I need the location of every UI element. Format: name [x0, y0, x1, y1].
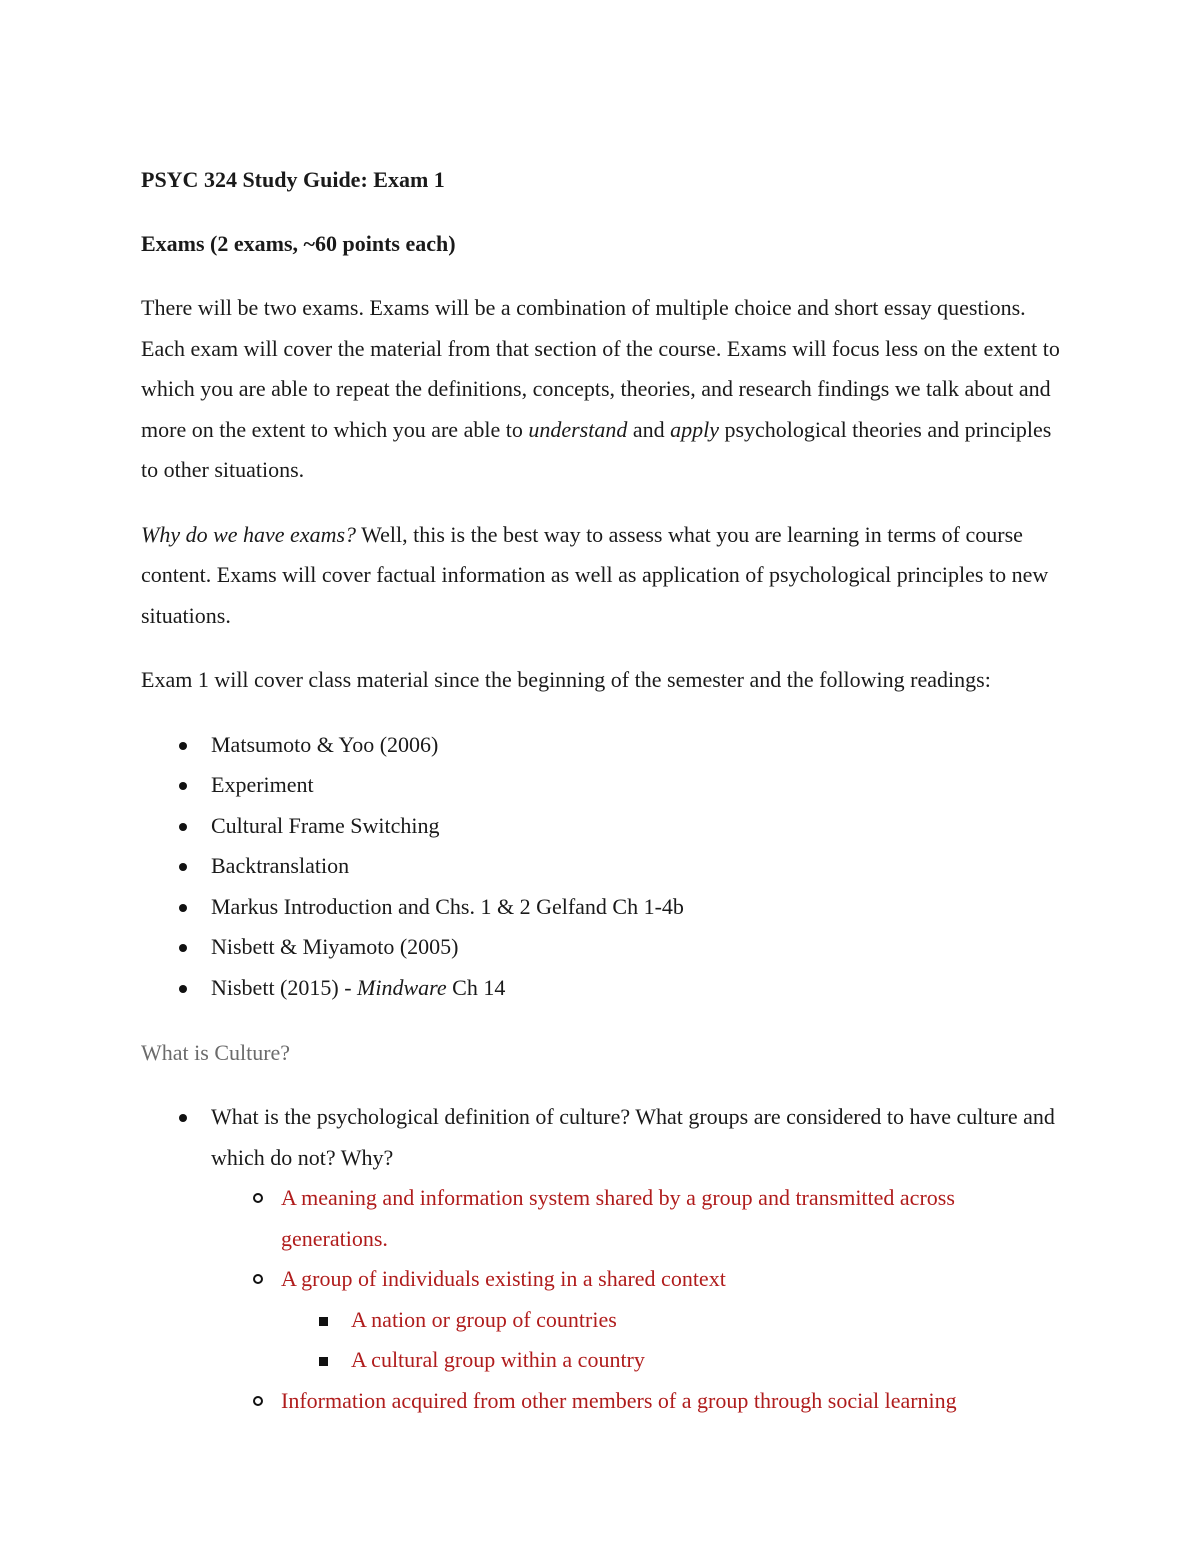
list-item	[211, 1381, 1066, 1422]
reading-label: Cultural Frame Switching	[211, 812, 440, 838]
answer-text: A group of individuals existing in a shared context	[281, 1266, 726, 1291]
why-exams-text: Well, this is the best way to assess what you are learning in terms of course content. Exams will cover factual information as well as application of psychological principles to new situations.	[141, 521, 1049, 628]
bullet-dot-icon	[179, 1114, 187, 1122]
list-item	[211, 1259, 1066, 1381]
exams-description	[141, 288, 1066, 491]
bullet-dot-icon	[179, 742, 187, 750]
reading-prefix: Nisbett (2015) -	[211, 974, 358, 1000]
bullet-circle-icon	[253, 1274, 263, 1284]
bullet-dot-icon	[179, 863, 187, 871]
exam1-coverage: Exam 1 will cover class material since the beginning of the semester and the following readings:	[141, 667, 991, 692]
list-item	[141, 1097, 1066, 1421]
bullet-dot-icon	[179, 823, 187, 831]
reading-label: Markus Introduction and Chs. 1 & 2 Gelfand Ch 1-4b	[211, 893, 684, 919]
list-item	[141, 968, 1066, 1009]
list-item	[141, 765, 1066, 806]
exams-description-text-a: There will be two exams. Exams will be a combination of multiple choice and short essay questions. Each exam will cover the material from that section of the course. Exams will focus less on the extent to which you are able to repeat the definitions, concepts, theories, and research findings we talk about and more on the extent to which you are able to	[141, 295, 1060, 442]
sub-answer-text: A cultural group within a country	[351, 1347, 645, 1372]
answer-text: Information acquired from other members of a group through social learning	[281, 1387, 957, 1413]
list-item	[141, 887, 1066, 928]
reading-label: Nisbett & Miyamoto (2005)	[211, 934, 459, 959]
bullet-dot-icon	[179, 985, 187, 993]
emphasis-understand: understand	[528, 416, 628, 442]
list-item	[211, 1178, 1066, 1259]
list-item	[141, 806, 1066, 847]
answer-text: A meaning and information system shared by a group and transmitted across generations.	[281, 1185, 955, 1251]
document-body	[141, 160, 1066, 1421]
bullet-dot-icon	[179, 782, 187, 790]
list-item	[141, 725, 1066, 766]
bullet-dot-icon	[179, 904, 187, 912]
why-exams-paragraph	[141, 515, 1066, 637]
culture-question: What is the psychological definition of culture? What groups are considered to have culture and which do not? Why?	[211, 1104, 1055, 1170]
exams-heading: Exams (2 exams, ~60 points each)	[141, 231, 456, 256]
list-item	[141, 927, 1066, 968]
exams-description-and: and	[627, 416, 671, 442]
bullet-dot-icon	[179, 944, 187, 952]
exams-description-text-b: psychological theories and principles to other situations.	[141, 416, 1052, 482]
list-item	[141, 846, 1066, 887]
list-item	[281, 1340, 1066, 1381]
reading-suffix: Ch 14	[446, 974, 506, 1000]
culture-sub-answers-list	[281, 1300, 1066, 1381]
reading-book-title: Mindware	[357, 974, 447, 1000]
list-item	[281, 1300, 1066, 1341]
bullet-square-icon	[319, 1317, 328, 1326]
bullet-circle-icon	[253, 1193, 263, 1203]
reading-label: Backtranslation	[211, 853, 350, 878]
culture-questions-list	[141, 1097, 1066, 1421]
culture-answers-list	[211, 1178, 1066, 1421]
bullet-square-icon	[319, 1357, 328, 1366]
bullet-circle-icon	[253, 1396, 263, 1406]
emphasis-apply: apply	[670, 416, 719, 442]
why-exams-question: Why do we have exams?	[141, 521, 357, 547]
culture-section-heading: What is Culture?	[141, 1040, 291, 1065]
reading-label: Experiment	[211, 772, 314, 797]
reading-label: Matsumoto & Yoo (2006)	[211, 731, 439, 757]
readings-list	[141, 725, 1066, 1009]
sub-answer-text: A nation or group of countries	[351, 1306, 617, 1332]
document-title: PSYC 324 Study Guide: Exam 1	[141, 167, 445, 192]
